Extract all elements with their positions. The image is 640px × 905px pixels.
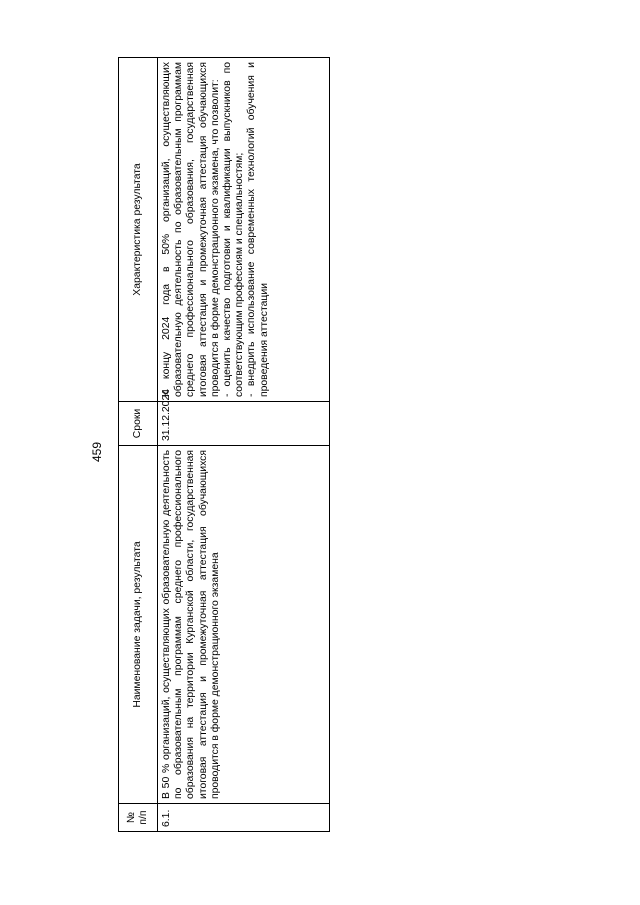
header-task-name: Наименование задачи, результата	[119, 446, 158, 804]
table-row	[158, 58, 330, 832]
header-characteristic: Характеристика результата	[119, 58, 158, 402]
characteristic-item-technologies: - внедрить использование современных технологий обучения и проведения аттестации	[246, 62, 270, 397]
row-task-name: В 50 % организаций, осуществляющих образовательную деятельность по образовательным программам среднего профессионального образования на территории Курганской области, государственная итоговая аттестация и промежуточная аттестация обучающихся проводится в форме демонстрационного экзамена	[158, 446, 330, 804]
row-number: 6.1.	[158, 804, 330, 832]
page-number: 459	[90, 441, 104, 463]
row-deadline: 31.12.2024	[158, 402, 330, 446]
header-number: № п/п	[119, 804, 158, 832]
rotated-table-inner	[118, 58, 330, 832]
characteristic-item-quality: - оценить качество подготовки и квалификации выпускников по соответствующим профессиям и специальностям;	[222, 62, 246, 397]
table-header-row	[119, 58, 158, 832]
row-characteristic	[158, 58, 330, 402]
header-deadline: Сроки	[119, 402, 158, 446]
characteristic-intro: К концу 2024 года в 50% организаций, осуществляющих образовательную деятельность по образовательным программам среднего профессионального образования, государственная итоговая аттестация и промежуточная аттестация обучающихся проводится в форме демонстрационного экзамена, что позволит:	[161, 62, 221, 397]
rotated-table-wrapper	[118, 58, 330, 832]
results-table	[118, 57, 330, 832]
